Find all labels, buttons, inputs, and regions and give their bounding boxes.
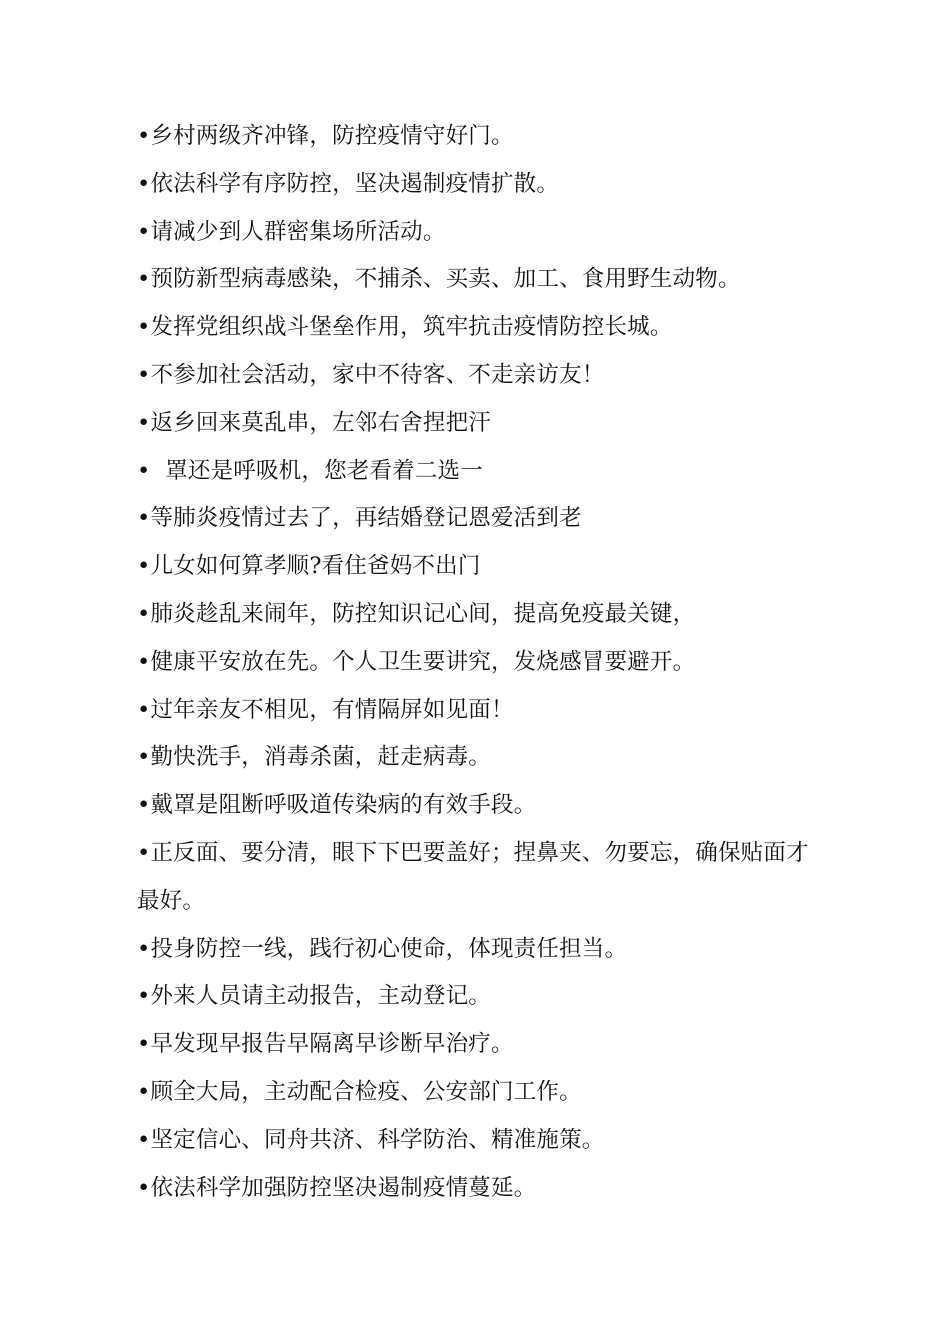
- slogan-line: •健康平安放在先。个人卫生要讲究，发烧感冒要避开。: [137, 648, 696, 675]
- slogan-line: •外来人员请主动报告，主动登记。: [137, 983, 491, 1010]
- slogan-line: •儿女如何算孝顺?看住爸妈不出门: [137, 553, 481, 580]
- slogan-line: •返乡回来莫乱串，左邻右舍捏把汗: [137, 409, 491, 436]
- slogan-line: •依法科学有序防控，坚决遏制疫情扩散。: [137, 170, 560, 197]
- slogan-line: •过年亲友不相见，有情隔屏如见面！: [137, 696, 514, 723]
- slogan-line: •肺炎趁乱来闹年，防控知识记心间，提高免疫最关键，: [137, 600, 696, 627]
- slogan-line: •预防新型病毒感染，不捕杀、买卖、加工、食用野生动物。: [137, 266, 741, 293]
- slogan-line: •勤快洗手，消毒杀菌，赶走病毒。: [137, 744, 491, 771]
- slogan-line: •正反面、要分清，眼下下巴要盖好；捏鼻夹、勿要忘，确保贴面才最好。: [137, 839, 809, 914]
- slogan-line: •不参加社会活动，家中不待客、不走亲访友！: [137, 361, 605, 388]
- slogan-line: •坚定信心、同舟共济、科学防治、精准施策。: [137, 1126, 605, 1153]
- slogan-line: •请减少到人群密集场所活动。: [137, 218, 446, 245]
- slogan-list: [137, 113, 837, 1212]
- slogan-line: •乡村两级齐冲锋，防控疫情守好门。: [137, 123, 514, 149]
- slogan-line: •发挥党组织战斗堡垒作用，筑牢抗击疫情防控长城。: [137, 314, 673, 341]
- slogan-line: •依法科学加强防控坚决遏制疫情蔓延。: [137, 1174, 537, 1201]
- slogan-line: •投身防控一线，践行初心使命，体现责任担当。: [137, 935, 628, 962]
- slogan-line: •早发现早报告早隔离早诊断早治疗。: [137, 1031, 514, 1058]
- slogan-line: •戴罩是阻断呼吸道传染病的有效手段。: [137, 792, 537, 819]
- slogan-line: •等肺炎疫情过去了，再结婚登记恩爱活到老: [137, 505, 582, 532]
- slogan-line: •顾全大局，主动配合检疫、公安部门工作。: [137, 1078, 582, 1105]
- slogan-line: • 罩还是呼吸机，您老看着二选一: [137, 457, 483, 484]
